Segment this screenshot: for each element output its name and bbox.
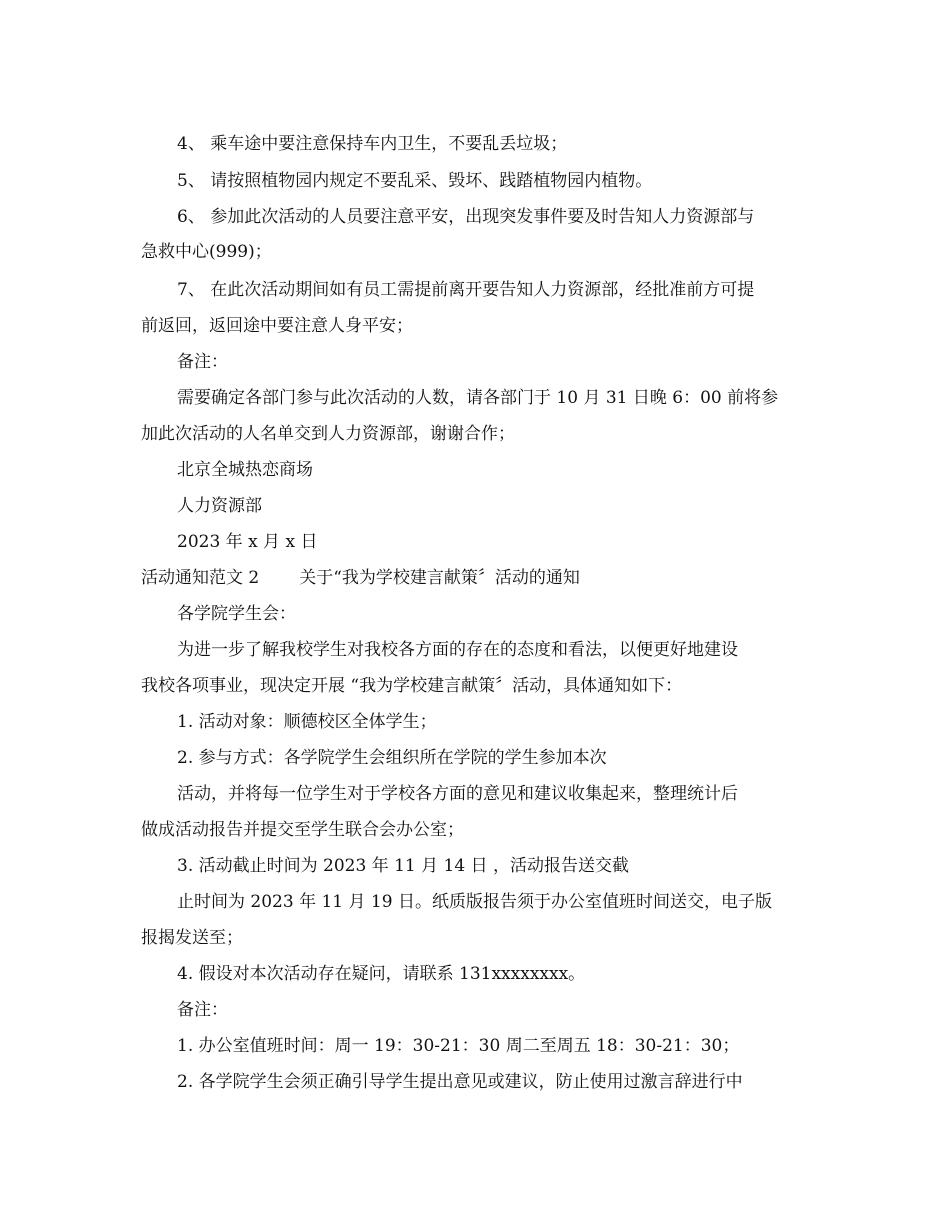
remark2-item-2: 2. 各学院学生会须正确引导学生提出意见或建议，防止使用过激言辞进行中 xyxy=(177,1072,743,1092)
point-3-line-1: 3. 活动截止时间为 2023 年 11 月 14 日 ，活动报告送交截 xyxy=(177,856,629,876)
item-6-line-2: 急救中心(999)； xyxy=(141,242,272,262)
signature-company: 北京全城热恋商场 xyxy=(177,460,313,480)
remark-heading: 备注： xyxy=(177,352,228,372)
point-3-line-2: 止时间为 2023 年 11 月 19 日。纸质版报告须于办公室值班时间送交，电子版 xyxy=(177,892,772,912)
intro-line-1: 为进一步了解我校学生对我校各方面的存在的态度和看法，以便更好地建设 xyxy=(177,640,738,660)
point-1: 1. 活动对象：顺德校区全体学生； xyxy=(177,712,437,732)
section-title: 关于“我为学校建言献策〞活动的通知 xyxy=(299,568,580,588)
intro-line-2: 我校各项事业，现决定开展 “我为学校建言献策〞活动，具体通知如下： xyxy=(141,676,683,696)
point-2-line-2: 活动，并将每一位学生对于学校各方面的意见和建议收集起来，整理统计后 xyxy=(177,784,738,804)
item-5: 5、 请按照植物园内规定不要乱采、毁坏、践踏植物园内植物。 xyxy=(177,171,653,191)
remark-line-1: 需要确定各部门参与此次活动的人数，请各部门于 10 月 31 日晚 6：00 前将参 xyxy=(177,388,779,408)
signature-department: 人力资源部 xyxy=(177,496,262,516)
remark2-item-1: 1. 办公室值班时间：周一 19：30-21：30 周二至周五 18：30-21：30； xyxy=(177,1036,740,1056)
point-3-line-3: 报揭发送至； xyxy=(141,928,243,948)
point-4: 4. 假设对本次活动存在疑问，请联系 131xxxxxxxx。 xyxy=(177,964,586,984)
point-2-line-3: 做成活动报告并提交至学生联合会办公室； xyxy=(141,820,464,840)
salutation: 各学院学生会： xyxy=(177,604,296,624)
item-7-line-1: 7、 在此次活动期间如有员工需提前离开要告知人力资源部，经批准前方可提 xyxy=(177,280,755,300)
item-4: 4、 乘车途中要注意保持车内卫生，不要乱丢垃圾； xyxy=(177,134,568,154)
section-label: 活动通知范文 2 xyxy=(141,568,260,588)
section-heading xyxy=(141,566,580,590)
remark2-heading: 备注： xyxy=(177,1000,228,1020)
item-6-line-1: 6、 参加此次活动的人员要注意平安，出现突发事件要及时告知人力资源部与 xyxy=(177,207,755,227)
remark-line-2: 加此次活动的人名单交到人力资源部，谢谢合作； xyxy=(141,424,515,444)
point-2-line-1: 2. 参与方式：各学院学生会组织所在学院的学生参加本次 xyxy=(177,748,607,768)
item-7-line-2: 前返回，返回途中要注意人身平安； xyxy=(141,316,413,336)
signature-date: 2023 年 x 月 x 日 xyxy=(177,532,318,552)
